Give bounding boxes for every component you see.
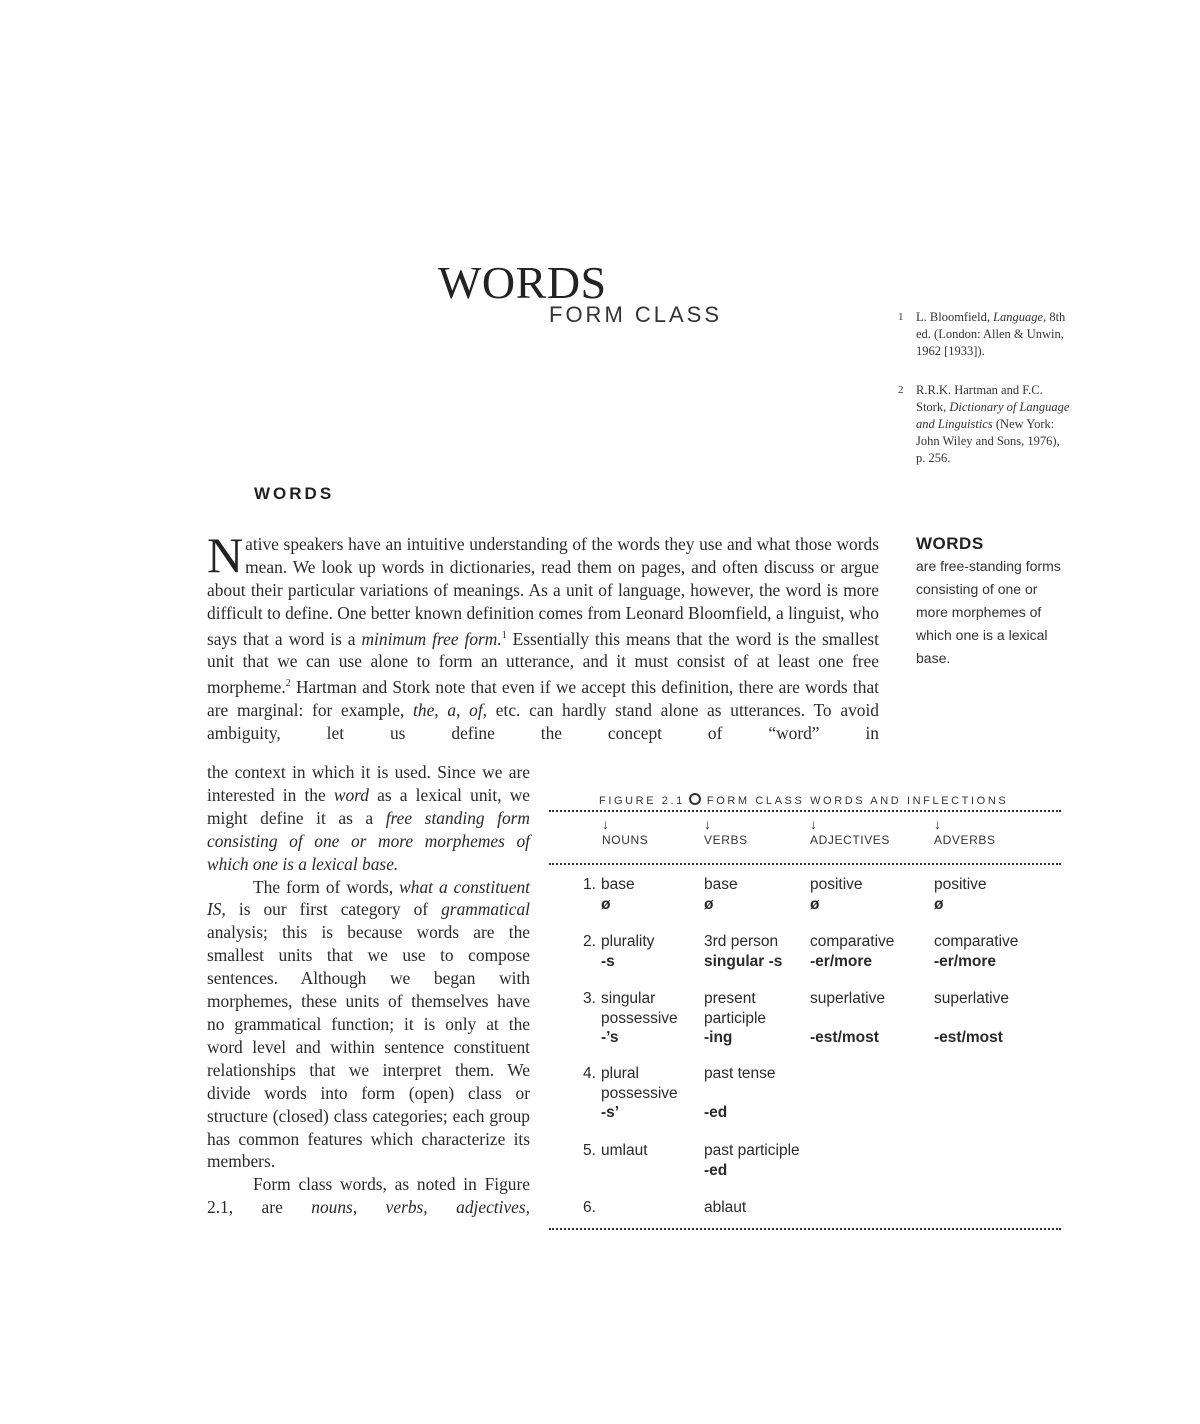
inflection: ø [810, 895, 820, 913]
text-run: analysis; this is because words are the smallest units that we use to compose sentences. Although we began with morphemes, these units of themselves have no grammatical function; it is only at the word level and within sentence constituent relationships that we interpret them. We divide words into form (open) class or structure (closed) class categories; each group has common features which characterize its members. [207, 922, 530, 1172]
table-row [549, 932, 1061, 989]
inflection: -’s [601, 1029, 619, 1046]
column-header-nouns [549, 815, 704, 863]
verb-cell [704, 1198, 810, 1224]
category-label: comparative [934, 933, 1019, 950]
adjective-cell [810, 875, 934, 932]
emphasis: nouns, verbs, adjectives, [311, 1197, 530, 1218]
row-number: 3. [583, 990, 596, 1007]
column-label: ADVERBS [934, 833, 996, 847]
inflection: ø [601, 895, 611, 913]
column-header-adverbs [934, 815, 1061, 863]
inflection: singular -s [704, 952, 783, 970]
emphasis: grammatical [441, 899, 530, 920]
section-heading: WORDS [254, 484, 335, 503]
paragraph-3 [207, 1173, 530, 1219]
adverb-cell [934, 875, 1061, 932]
footnote-publication: (New York: John Wiley and Sons, 1976), p. 256. [916, 417, 1060, 466]
adverb-cell [934, 1141, 1061, 1198]
verb-cell [704, 1064, 810, 1141]
footnote-author: L. Bloomfield, [916, 310, 994, 324]
row-number: 4. [583, 1065, 596, 1082]
noun-cell [549, 989, 704, 1064]
text-run: Form class words, as noted in Figure 2.1, are [207, 1174, 530, 1218]
body-text-narrow [207, 761, 530, 1219]
category-label: base [601, 876, 635, 893]
inflection: -er/more [810, 952, 873, 970]
table-row [549, 1064, 1061, 1141]
text-run: The form of words, [253, 876, 400, 897]
adjective-cell [810, 1198, 934, 1224]
verb-cell [704, 932, 810, 989]
row-number: 5. [583, 1142, 596, 1159]
footnote-ref-1: 1 [501, 629, 507, 641]
category-label: base [704, 876, 738, 893]
footnote-work: Language [993, 310, 1044, 324]
arrow-down-icon: ↓ [704, 816, 712, 832]
inflection: -s [601, 952, 615, 970]
chapter-subtitle: FORM CLASS [549, 302, 723, 327]
category-label: singular possessive [601, 990, 678, 1027]
category-label: past tense [704, 1065, 776, 1082]
bullet-icon [689, 793, 701, 805]
footnote-text [916, 382, 1070, 468]
footnote-publication: , 8th ed. (London: Allen & Unwin, 1962 [1933]). [916, 310, 1066, 359]
adjective-cell [828, 1141, 934, 1198]
chapter-title: WORDS [438, 257, 607, 308]
category-label: positive [810, 876, 863, 893]
table-row [549, 1198, 1061, 1224]
column-label: VERBS [704, 833, 748, 847]
column-label: ADJECTIVES [810, 833, 891, 847]
adjective-cell [810, 932, 934, 989]
category-label: superlative [934, 990, 1009, 1007]
emphasis: what a constituent IS, [207, 876, 530, 920]
table-row [549, 1141, 1061, 1198]
category-label: positive [934, 876, 987, 893]
paragraph-1 [207, 527, 879, 745]
verb-cell [704, 1141, 828, 1198]
table-row [549, 875, 1061, 932]
noun-cell [549, 1198, 704, 1224]
category-label: comparative [810, 933, 895, 950]
category-label: umlaut [601, 1142, 648, 1159]
footnote-1 [898, 309, 1070, 361]
noun-cell [549, 1064, 704, 1141]
text-run: is our first category of [225, 899, 442, 920]
figure-body [549, 865, 1061, 1228]
arrow-down-icon: ↓ [602, 816, 610, 832]
footnote-author: R.R.K. Hartman and F.C. Stork, [916, 382, 1043, 414]
drop-cap: N [207, 527, 244, 583]
figure-title: FORM CLASS WORDS AND INFLECTIONS [706, 795, 1009, 807]
figure-2-1 [549, 793, 1061, 1230]
sidebar-definition [916, 532, 1066, 670]
divider [549, 1228, 1061, 1230]
column-header-verbs [704, 815, 810, 863]
definition-term: WORDS [916, 534, 984, 553]
row-number: 2. [583, 933, 596, 950]
noun-cell [549, 932, 704, 989]
inflection: -ed [704, 1104, 728, 1121]
definition-text: are free-standing forms consisting of one or more morphemes of which one is a lexical base. [916, 558, 1061, 666]
inflection: -s’ [601, 1104, 620, 1121]
inflection: ø [934, 895, 944, 913]
figure-caption [549, 793, 1061, 810]
arrow-down-icon: ↓ [810, 816, 818, 832]
paragraph-1-continued [207, 761, 530, 876]
verb-cell [704, 989, 810, 1064]
category-label: past participle [704, 1142, 800, 1159]
inflection: -ed [704, 1161, 728, 1179]
row-number: 6. [583, 1199, 596, 1216]
paragraph-2 [207, 876, 530, 1174]
body-text-wide [207, 527, 879, 745]
text-run: ative speakers have an intuitive understanding of the words they use and what those words mean. We look up words in dictionaries, read them on pages, and often discuss or argue about their particular variations of meanings. As a unit of language, however, the word is more difficult to define. One better known definition comes from Leonard Bloomfield, a linguist, who says that a word is a [207, 534, 879, 649]
inflection: -ing [704, 1029, 733, 1046]
text-run: Hartman and Stork note that even if we accept this definition, there are words that are marginal: for example, [207, 677, 879, 720]
adverb-cell [934, 989, 1061, 1064]
inflection: -er/more [934, 952, 997, 970]
text-run: etc. can hardly stand alone as utterances. To avoid ambiguity, let us define the concept of “word” in [207, 699, 879, 743]
text-run: Essentially this means that the word is the smallest unit that we can use alone to form an utterance, and it must consist of at least one free morpheme. [207, 628, 879, 698]
adjective-cell [810, 1064, 934, 1141]
adverb-cell [934, 932, 1061, 989]
figure-label: FIGURE 2.1 [599, 795, 685, 807]
noun-cell [549, 1141, 704, 1198]
category-label: 3rd person [704, 933, 779, 950]
footnote-text [916, 309, 1070, 361]
footnote-work: Dictionary of Language and Linguistics [916, 399, 1070, 432]
noun-cell [549, 875, 704, 932]
category-label: present participle [704, 990, 767, 1027]
footnote-number: 2 [898, 383, 904, 396]
figure-header [549, 812, 1061, 863]
adjective-cell [810, 989, 934, 1064]
inflection: -est/most [810, 1029, 879, 1046]
footnotes [898, 309, 1070, 489]
category-label: ablaut [704, 1199, 747, 1216]
emphasis: word [333, 784, 369, 805]
column-label: NOUNS [602, 833, 649, 847]
column-header-adjectives [810, 815, 934, 863]
adverb-cell [934, 1064, 1061, 1141]
category-label: plural possessive [601, 1065, 678, 1102]
inflection: ø [704, 895, 714, 913]
inflection: -est/most [934, 1029, 1003, 1046]
category-label: superlative [810, 990, 885, 1007]
verb-cell [704, 875, 810, 932]
category-label: plurality [601, 933, 655, 950]
footnote-number: 1 [898, 311, 904, 323]
text-run: the context in which it is used. Since we are interested in the [207, 762, 530, 805]
arrow-down-icon: ↓ [934, 816, 942, 832]
footnote-ref-2: 2 [285, 678, 291, 690]
emphasis: the, a, of, [413, 699, 488, 720]
emphasis: free standing form consisting of one or more morphemes of which one is a lexical base. [207, 807, 530, 874]
emphasis: minimum free form. [361, 628, 502, 649]
text-run: as a lexical unit, we might define it as a [207, 784, 530, 828]
row-number: 1. [583, 876, 596, 893]
footnote-2 [898, 382, 1070, 468]
adverb-cell [934, 1198, 1061, 1224]
table-row [549, 989, 1061, 1064]
